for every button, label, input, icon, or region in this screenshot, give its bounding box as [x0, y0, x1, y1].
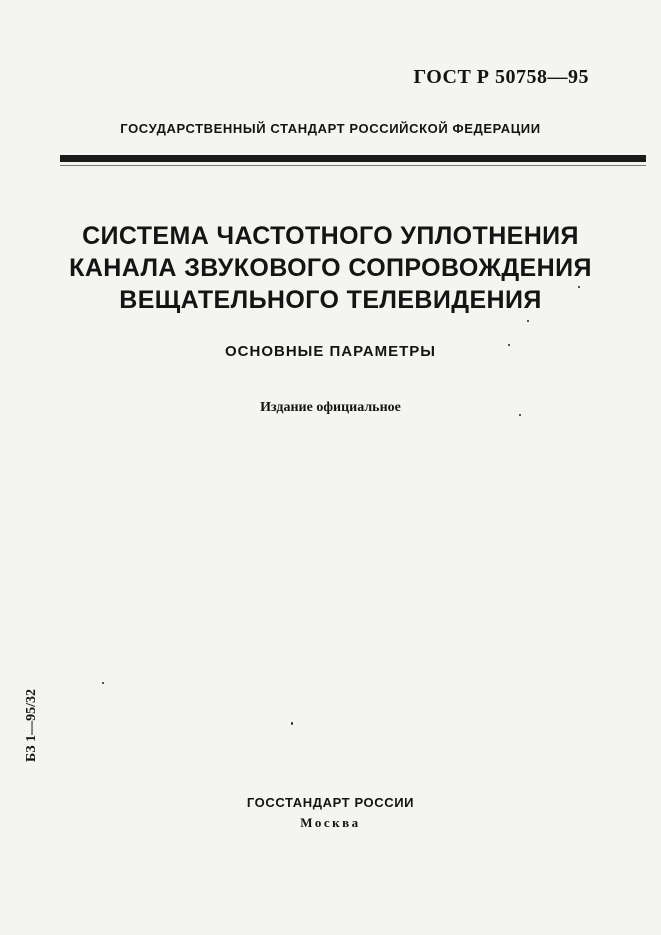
standard-header: ГОСУДАРСТВЕННЫЙ СТАНДАРТ РОССИЙСКОЙ ФЕДЕРАЦИИ [120, 121, 541, 136]
scan-speck [519, 414, 521, 416]
gost-number: ГОСТ Р 50758—95 [413, 66, 589, 88]
scan-speck [102, 682, 104, 684]
side-code: БЗ 1—95/32 [24, 688, 39, 762]
document-title [0, 220, 661, 316]
title-line-1: СИСТЕМА ЧАСТОТНОГО УПЛОТНЕНИЯ [82, 222, 579, 250]
edition-label: Издание официальное [260, 400, 401, 415]
header-rule-thin [60, 165, 646, 166]
scan-speck [578, 286, 580, 288]
title-line-2: КАНАЛА ЗВУКОВОГО СОПРОВОЖДЕНИЯ [69, 254, 592, 282]
header-rule [60, 155, 646, 162]
scan-speck [508, 344, 510, 346]
document-subtitle: ОСНОВНЫЕ ПАРАМЕТРЫ [224, 343, 436, 360]
title-line-3: ВЕЩАТЕЛЬНОГО ТЕЛЕВИДЕНИЯ [119, 286, 542, 314]
scan-speck [291, 722, 293, 725]
scan-speck [527, 320, 529, 322]
publisher: ГОССТАНДАРТ РОССИИ [246, 795, 415, 810]
publication-city: Москва [300, 815, 361, 830]
